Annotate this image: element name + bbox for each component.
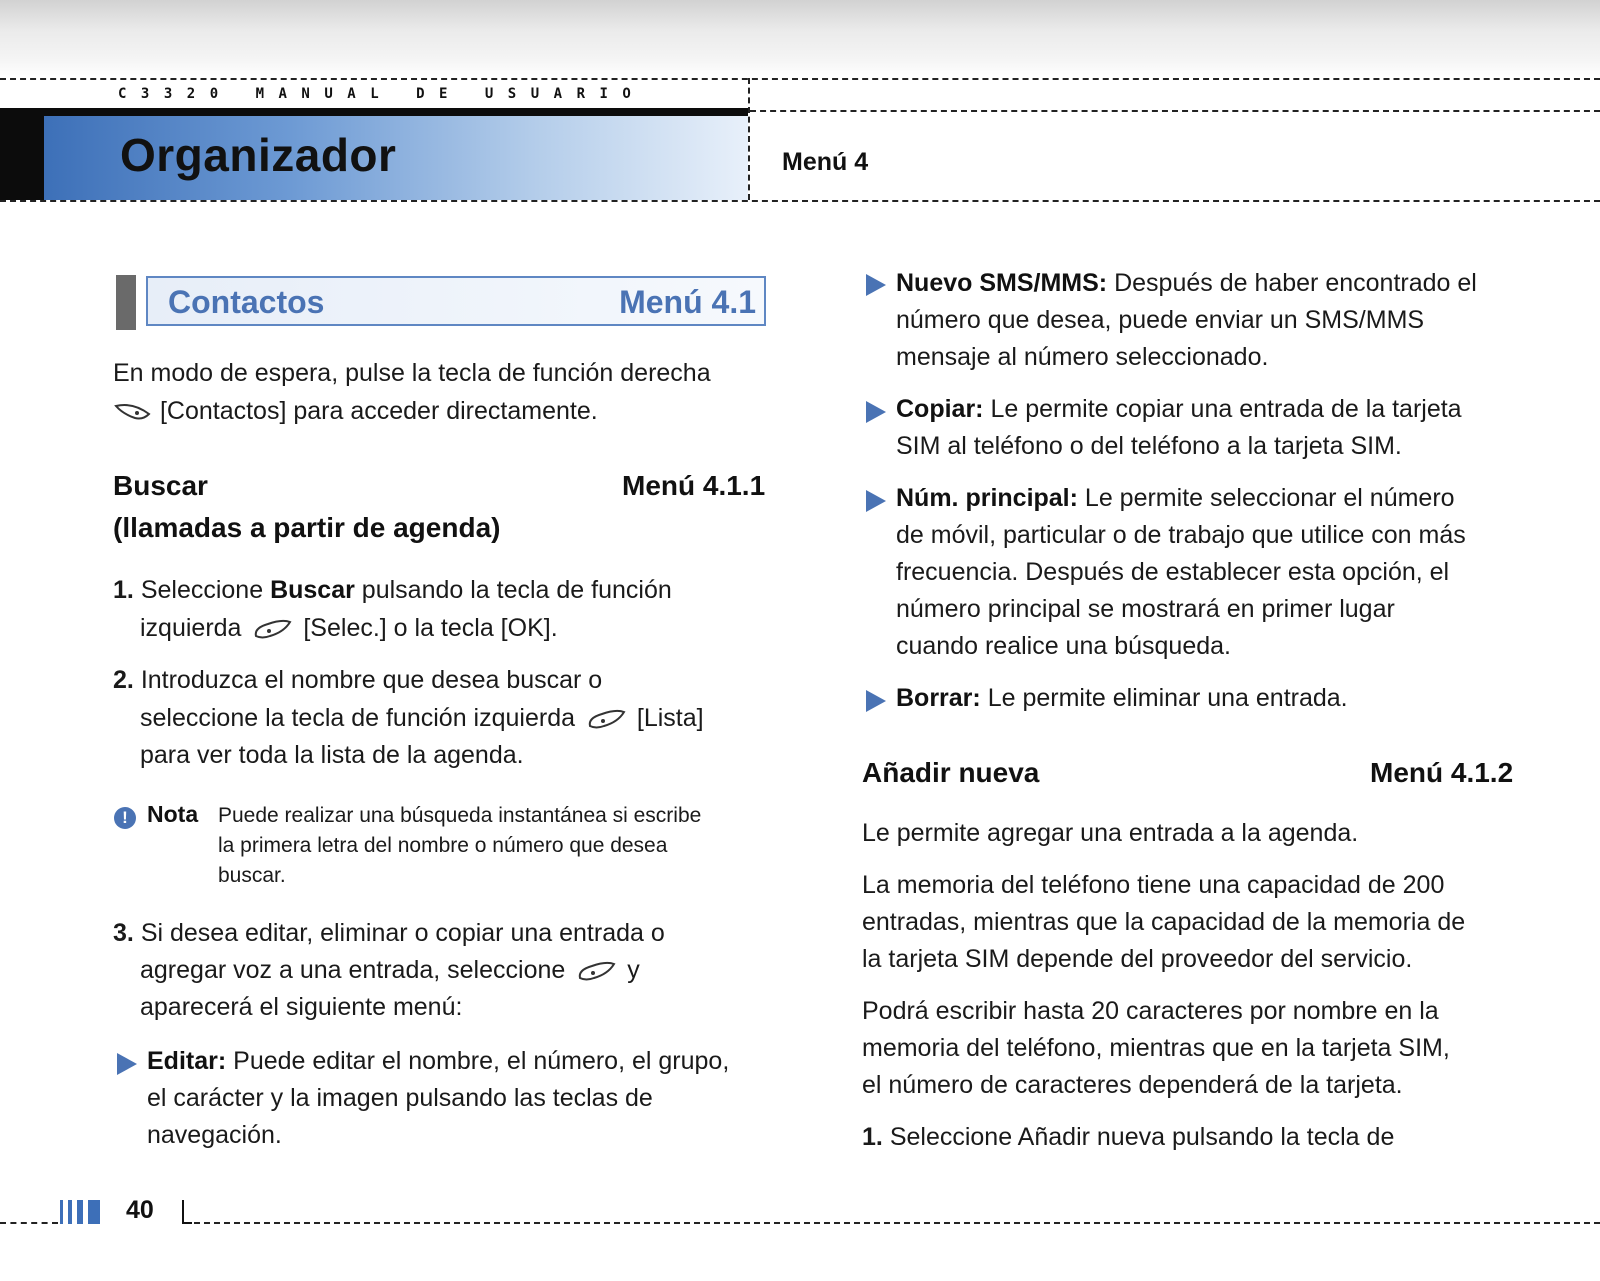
anadir-p3-line-1: Podrá escribir hasta 20 caracteres por nombre en la [862, 997, 1439, 1025]
option-nuevo-sms-line-1 [896, 265, 1477, 302]
option-nuevo-sms-line-3: mensaje al número seleccionado. [896, 343, 1269, 371]
intro-line-2-text: [Contactos] para acceder directamente. [159, 397, 598, 425]
option-text: Puede editar el nombre, el número, el grupo, [233, 1047, 730, 1075]
page-number: 40 [126, 1196, 154, 1224]
option-bold-term: Borrar: [896, 684, 981, 712]
header-top-dashed-line [0, 78, 1600, 80]
step-text: seleccione la tecla de función izquierda [140, 704, 575, 732]
option-editar-line-1 [147, 1043, 729, 1080]
step-text: Seleccione Añadir nueva pulsando la tecla de [889, 1123, 1395, 1151]
option-copiar-line-1 [896, 391, 1462, 428]
option-nuevo-sms-line-2: número que desea, puede enviar un SMS/MMS [896, 306, 1425, 334]
soft-key-left-icon [572, 958, 620, 984]
triangle-bullet-icon [866, 401, 886, 423]
section-menu-number: Menú 4.1 [619, 284, 756, 320]
anadir-p2-line-1: La memoria del teléfono tiene una capacidad de 200 [862, 871, 1445, 899]
option-bold-term: Nuevo SMS/MMS: [896, 269, 1108, 297]
footer-bracket [182, 1200, 192, 1224]
option-num-principal-line-1 [896, 480, 1455, 517]
section-title: Contactos [168, 284, 325, 320]
buscar-step-2-line-3: para ver toda la lista de la agenda. [140, 741, 524, 769]
section-marker [116, 275, 136, 330]
option-bold-term: Editar: [147, 1047, 227, 1075]
anadir-menu-number: Menú 4.1.2 [1370, 757, 1514, 788]
buscar-step-3-line-3: aparecerá el siguiente menú: [140, 993, 463, 1021]
option-num-principal-line-2: de móvil, particular o de trabajo que utilice con más [896, 521, 1466, 549]
anadir-p2-line-3: la tarjeta SIM depende del proveedor del servicio. [862, 945, 1413, 973]
chapter-menu-label: Menú 4 [782, 148, 869, 176]
page-title: Organizador [120, 129, 397, 181]
footer-right-dashed-line [194, 1222, 1600, 1224]
intro-line-1: En modo de espera, pulse la tecla de función derecha [113, 359, 711, 387]
step-text: [Selec.] o la tecla [OK]. [303, 614, 558, 642]
soft-key-left-icon [248, 616, 296, 642]
buscar-subheading: (llamadas a partir de agenda) [113, 512, 501, 543]
anadir-step-1 [862, 1119, 1394, 1156]
option-bold-term: Copiar: [896, 395, 984, 423]
step-bold-term: Buscar [270, 576, 355, 604]
option-text: Le permite copiar una entrada de la tarjeta [990, 395, 1462, 423]
buscar-step-2-line-1 [113, 662, 602, 699]
note-line-2: la primera letra del nombre o número que desea [218, 834, 668, 857]
footer-left-dashed-line [0, 1222, 58, 1224]
step-number: 1. [113, 576, 134, 604]
anadir-heading: Añadir nueva [862, 757, 1040, 788]
option-text: Le permite eliminar una entrada. [987, 684, 1348, 712]
anadir-p1: Le permite agregar una entrada a la agenda. [862, 819, 1359, 847]
option-num-principal-line-4: número principal se mostrará en primer lugar [896, 595, 1395, 623]
triangle-bullet-icon [866, 274, 886, 296]
buscar-step-3-line-1 [113, 915, 665, 952]
option-editar-line-3: navegación. [147, 1121, 282, 1149]
option-borrar-line-1 [896, 680, 1348, 717]
triangle-bullet-icon [117, 1053, 137, 1075]
buscar-step-1-line-1 [113, 572, 672, 609]
step-text: y [627, 956, 640, 984]
option-num-principal-line-5: cuando realice una búsqueda. [896, 632, 1231, 660]
buscar-heading: Buscar [113, 470, 208, 501]
triangle-bullet-icon [866, 690, 886, 712]
step-text: agregar voz a una entrada, seleccione [140, 956, 566, 984]
intro-line-2 [113, 393, 598, 430]
header-right-dashed-line [750, 110, 1600, 112]
soft-key-left-icon [582, 706, 630, 732]
header-black-block [0, 108, 44, 200]
step-text: pulsando la tecla de función [361, 576, 672, 604]
step-text: Seleccione [140, 576, 264, 604]
step-number: 1. [862, 1123, 883, 1151]
step-text: izquierda [140, 614, 242, 642]
anadir-p2-line-2: entradas, mientras que la capacidad de la memoria de [862, 908, 1466, 936]
note-line-1: Puede realizar una búsqueda instantánea si escribe [218, 804, 702, 827]
buscar-step-3-line-2 [140, 952, 640, 989]
manual-label: C3320 MANUAL DE USUARIO [118, 86, 646, 102]
note-text [218, 801, 701, 891]
step-text: Introduzca el nombre que desea buscar o [140, 666, 603, 694]
header-bottom-dashed-line [0, 200, 1600, 202]
option-text: Le permite seleccionar el número [1084, 484, 1455, 512]
option-bold-term: Núm. principal: [896, 484, 1078, 512]
soft-key-right-icon [113, 400, 153, 424]
exclamation-icon: ! [114, 807, 136, 829]
anadir-p3-line-2: memoria del teléfono, mientras que en la tarjeta SIM, [862, 1034, 1450, 1062]
triangle-bullet-icon [866, 490, 886, 512]
buscar-menu-number: Menú 4.1.1 [622, 470, 766, 501]
step-text: Si desea editar, eliminar o copiar una entrada o [140, 919, 665, 947]
step-text: [Lista] [636, 704, 704, 732]
header-gradient-band [0, 0, 1600, 78]
option-text: Después de haber encontrado el [1114, 269, 1477, 297]
note-line-3: buscar. [218, 864, 286, 887]
option-num-principal-line-3: frecuencia. Después de establecer esta opción, el [896, 558, 1450, 586]
buscar-step-1-line-2 [140, 610, 558, 647]
option-editar-line-2: el carácter y la imagen pulsando las teclas de [147, 1084, 653, 1112]
step-number: 3. [113, 919, 134, 947]
header-vertical-dashed-divider [748, 78, 750, 200]
option-copiar-line-2: SIM al teléfono o del teléfono a la tarjeta SIM. [896, 432, 1402, 460]
note-label: Nota [147, 801, 199, 827]
step-number: 2. [113, 666, 134, 694]
anadir-p3-line-3: el número de caracteres dependerá de la tarjeta. [862, 1071, 1403, 1099]
buscar-step-2-line-2 [140, 700, 704, 737]
header-black-strip [0, 108, 748, 116]
